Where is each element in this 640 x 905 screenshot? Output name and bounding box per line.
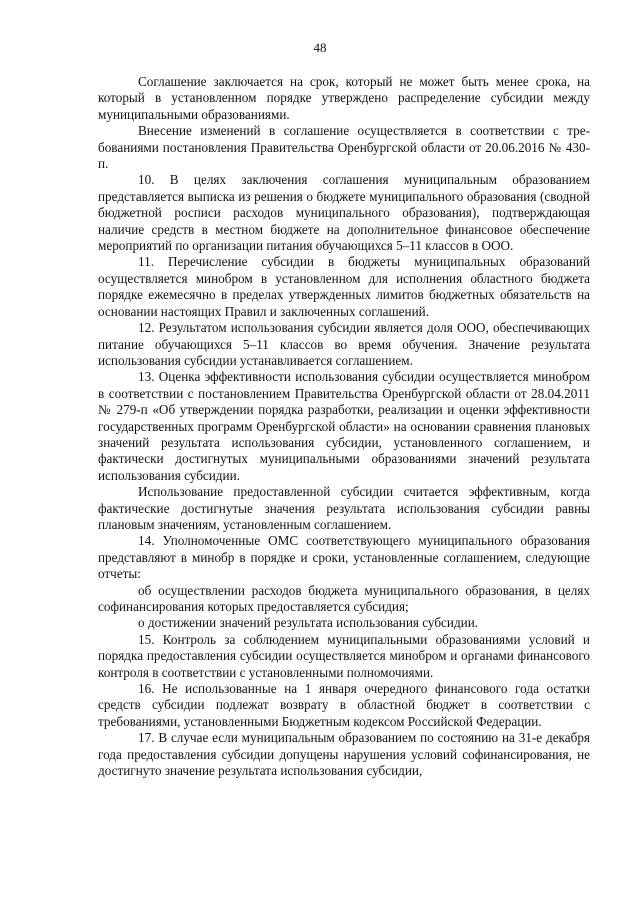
paragraph: 13. Оценка эффективности использования субсидии осуществляется минобром в соответствии с постановлением Правительства Оренбургской области от 28.04.2011 № 279-п «Об утверждении порядка разработки, реализации и оценки эффективности государственных программ Оренбургской области» на основании сравнения плановых значений результата использования субсидии, установленного соглашением, и фактически достигнутых муниципальными образованиями значений результата использования субсидии.	[98, 369, 590, 483]
paragraph: 10. В целях заключения соглашения муниципальным образованием представляется выписка из решения о бюджете муниципального образования (сводной бюджетной росписи расходов муниципального образования), подтверждающая наличие средств в местном бюджете на дополнительное финансовое обеспечение мероприятий по организации питания обучающихся 5–11 классов в ООО.	[98, 172, 590, 254]
paragraph: 14. Уполномоченные ОМС соответствующего муниципального образования представляют в минобр в порядке и сроки, установленные соглашением, следующие отчеты:	[98, 533, 590, 582]
paragraph: Использование предоставленной субсидии считается эффективным, когда фактические достигнутые значения результата использования субсидии равны плановым значениям, установленным соглашением.	[98, 484, 590, 532]
paragraph: 17. В случае если муниципальным образованием по состоянию на 31-е декабря года предоставления субсидии допущены нарушения условий софинансирования, не достигнуто значение результата использования субсидии,	[98, 730, 590, 779]
paragraph: 16. Не использованные на 1 января очередного финансового года остатки средств субсидии подлежат возврату в областной бюджет в соответствии с требованиями, установленными Бюджетным кодексом Российской Федерации.	[98, 681, 590, 729]
paragraph: 12. Результатом использования субсидии является доля ООО, обеспечивающих питание обучающихся 5–11 классов во время обучения. Значение результата использования субсидии устанавливается соглашением.	[98, 320, 590, 368]
paragraph: Соглашение заключается на срок, который не может быть менее срока, на который в установленном порядке утверждено распределение субсидии между муниципальными образованиями.	[98, 74, 590, 122]
paragraph: о достижении значений результата использования субсидии.	[138, 615, 479, 631]
paragraph: об осуществлении расходов бюджета муниципального образования, в целях софинансирования которых предоставляется субсидия;	[98, 582, 590, 614]
page-number: 48	[313, 40, 327, 55]
paragraph: Внесение изменений в соглашение осуществляется в соответствии с требованиями постановления Правительства Оренбургской области от 20.06.2016 № 430-п.	[98, 123, 590, 172]
paragraph: 15. Контроль за соблюдением муниципальными образованиями условий и порядка предоставления субсидии осуществляется минобром и органами финансового контроля в соответствии с установленными полномочиями.	[98, 631, 590, 680]
paragraph: 11. Перечисление субсидии в бюджеты муниципальных образований осуществляется минобром в установленном для исполнения областного бюджета порядке ежемесячно в пределах утвержденных лимитов бюджетных обязательств на основании настоящих Правил и заключенных соглашений.	[98, 254, 590, 319]
document-body	[98, 74, 590, 779]
